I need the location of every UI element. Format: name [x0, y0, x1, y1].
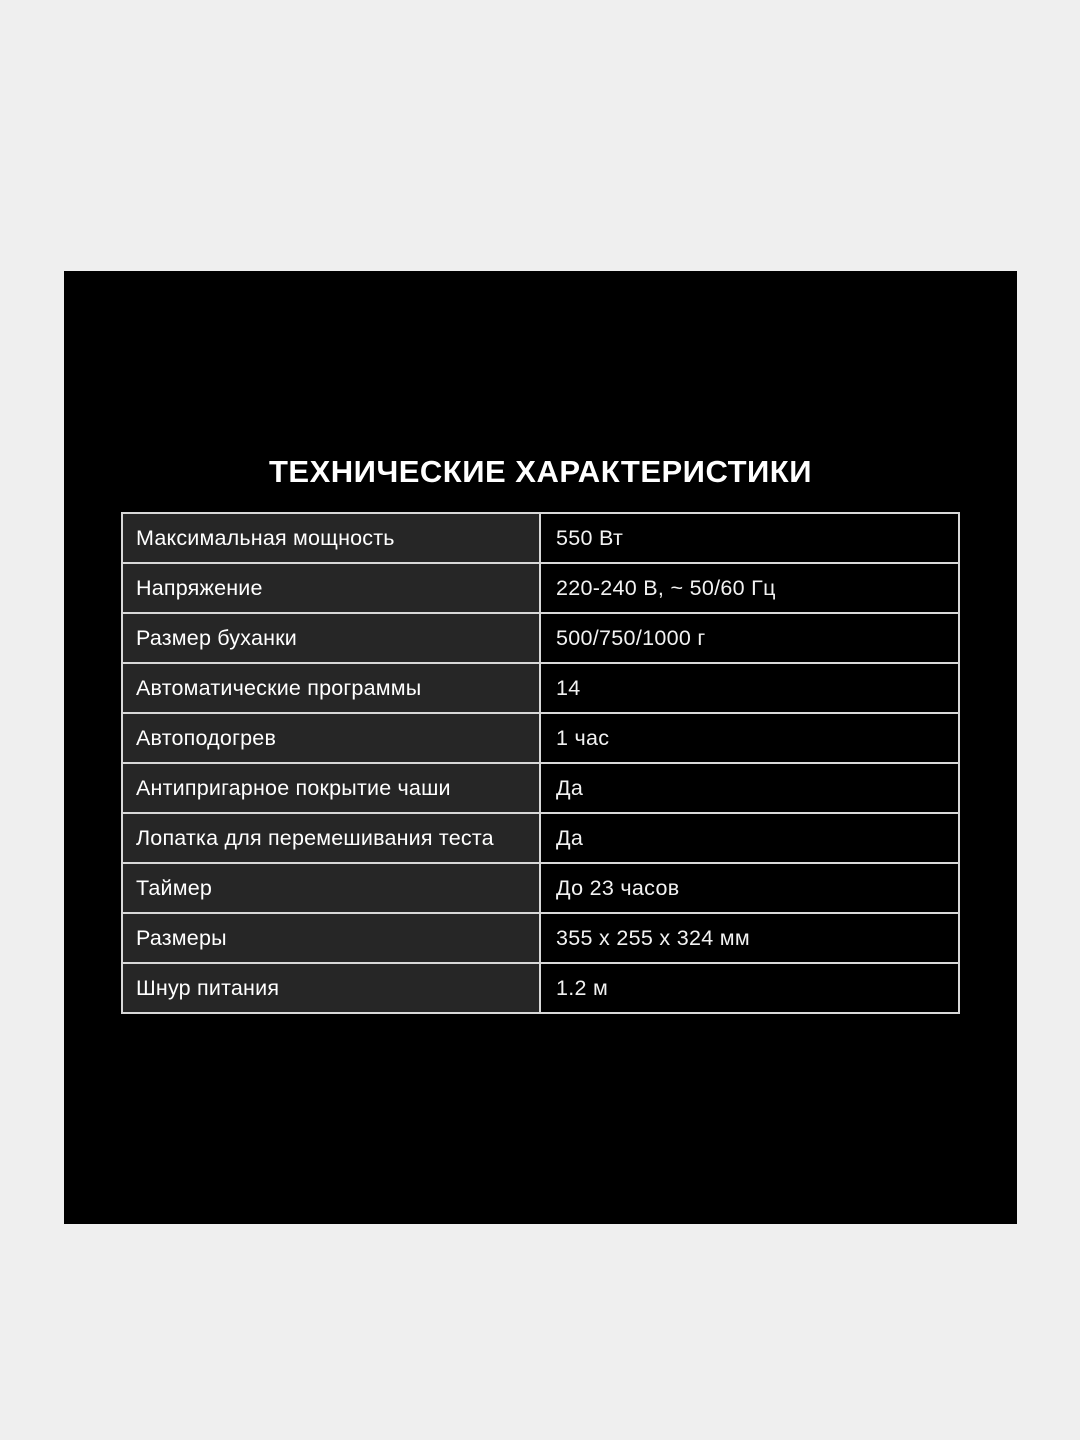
spec-value: 220-240 В, ~ 50/60 Гц: [540, 563, 959, 613]
spec-panel: [64, 271, 1017, 1224]
spec-label: Максимальная мощность: [122, 513, 540, 563]
spec-value: 550 Вт: [540, 513, 959, 563]
spec-value: 355 x 255 x 324 мм: [540, 913, 959, 963]
spec-label: Антипригарное покрытие чаши: [122, 763, 540, 813]
spec-row-kneading-paddle: [122, 813, 959, 863]
spec-label: Автоматические программы: [122, 663, 540, 713]
spec-title: ТЕХНИЧЕСКИЕ ХАРАКТЕРИСТИКИ: [269, 454, 812, 489]
spec-row-loaf-size: [122, 613, 959, 663]
spec-label: Размеры: [122, 913, 540, 963]
spec-row-keep-warm: [122, 713, 959, 763]
spec-label: Шнур питания: [122, 963, 540, 1013]
spec-value: До 23 часов: [540, 863, 959, 913]
spec-value: 1.2 м: [540, 963, 959, 1013]
spec-value: Да: [540, 813, 959, 863]
spec-value: 14: [540, 663, 959, 713]
spec-table: [121, 512, 960, 1014]
spec-row-max-power: [122, 513, 959, 563]
spec-row-voltage: [122, 563, 959, 613]
spec-row-dimensions: [122, 913, 959, 963]
spec-label: Лопатка для перемешивания теста: [122, 813, 540, 863]
spec-row-nonstick: [122, 763, 959, 813]
spec-row-programs: [122, 663, 959, 713]
spec-label: Размер буханки: [122, 613, 540, 663]
spec-row-power-cord: [122, 963, 959, 1013]
spec-label: Автоподогрев: [122, 713, 540, 763]
spec-label: Таймер: [122, 863, 540, 913]
spec-value: Да: [540, 763, 959, 813]
spec-row-timer: [122, 863, 959, 913]
spec-label: Напряжение: [122, 563, 540, 613]
spec-value: 500/750/1000 г: [540, 613, 959, 663]
spec-value: 1 час: [540, 713, 959, 763]
